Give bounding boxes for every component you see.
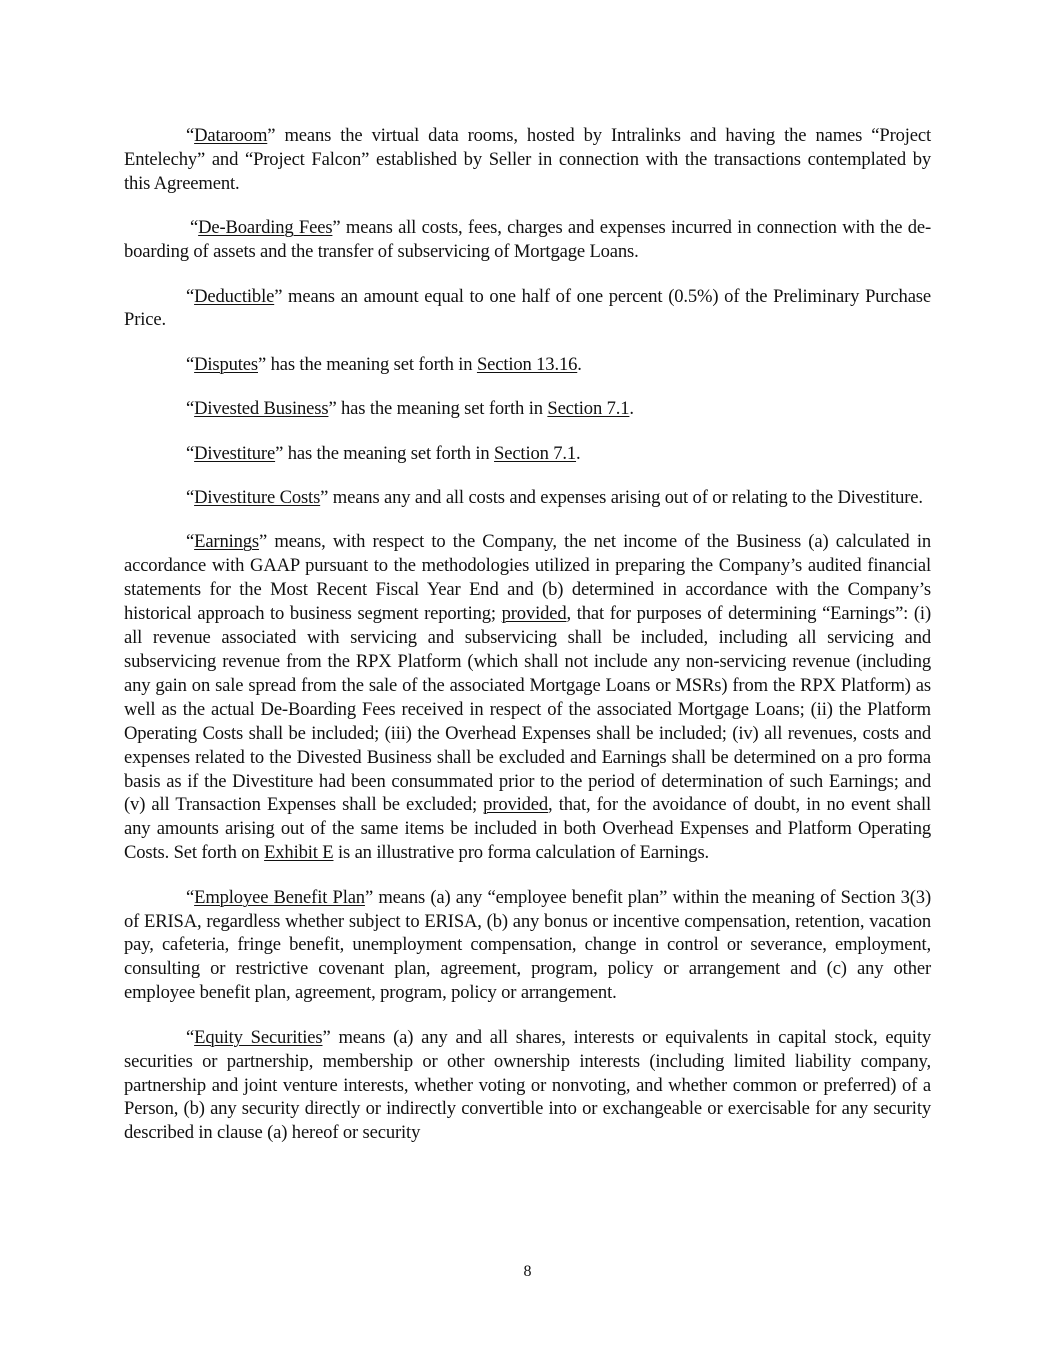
- definition-text: .: [629, 398, 634, 420]
- definition-text: .: [577, 353, 582, 375]
- defined-term: Disputes: [194, 353, 258, 375]
- cross-reference: provided: [483, 794, 549, 816]
- definition-text: ” means (a) any and all shares, interests or equivalents in capital stock, equity securities or partnership, membership or other ownership interests (including limited liability company, partnership and joint venture interests, whether voting or nonvoting, and whether common or preferred) of a Person, (b) any security directly or indirectly convertible into or exchangeable or exercisable for any security described in clause (a) hereof or security: [124, 1026, 931, 1144]
- definition-text: , that for purposes of determining “Earnings”: (i) all revenue associated with servicing and subservicing shall be included, including all servicing and subservicing revenue from the RPX Platform (which shall not include any non-servicing revenue (including any gain on sale spread from the sale of the associated Mortgage Loans or MSRs) from the RPX Platform) as well as the actual De-Boarding Fees received in respect of the associated Mortgage Loans; (ii) the Platform Operating Costs shall be included; (iii) the Overhead Expenses shall be included; (iv) all revenues, costs and expenses related to the Divested Business shall be excluded and Earnings shall be determined on a pro forma basis as if the Divestiture had been consummated prior to the period of determination of such Earnings; and (v) all Transaction Expenses shall be excluded;: [124, 603, 931, 816]
- definition-employee-benefit-plan: “Employee Benefit Plan” means (a) any “employee benefit plan” within the meaning of Section 3(3) of ERISA, regardless whether subject to ERISA, (b) any bonus or incentive compensation, retention, vacation pay, cafeteria, fringe benefit, unemployment compensation, change in control or severance, employment, consulting or restrictive covenant plan, agreement, program, policy or arrangement and (c) any other employee benefit plan, agreement, program, policy or arrangement.: [124, 886, 931, 1004]
- definition-dataroom: “Dataroom” means the virtual data rooms, hosted by Intralinks and having the names “Project Entelechy” and “Project Falcon” established by Seller in connection with the transactions contemplated by this Agreement.: [124, 125, 931, 194]
- definition-text: ” has the meaning set forth in: [258, 353, 477, 375]
- definition-text: is an illustrative pro forma calculation of Earnings.: [333, 842, 710, 864]
- document-page: [124, 124, 931, 1145]
- definition-text: , that, for the avoidance of doubt, in no event shall any amounts arising out of the same items be included in both Overhead Expenses and Platform Operating Costs. Set forth on: [124, 794, 931, 864]
- cross-reference: Section 7.1: [494, 442, 577, 464]
- definition-de-boarding-fees: “De-Boarding Fees” means all costs, fees, charges and expenses incurred in connection with the de-boarding of assets and the transfer of subservicing of Mortgage Loans.: [124, 217, 932, 263]
- definition-divested-business: “Divested Business” has the meaning set forth in Section 7.1.: [186, 398, 634, 420]
- definition-text: ” means (a) any “employee benefit plan” within the meaning of Section 3(3) of ERISA, regardless whether subject to ERISA, (b) any bonus or incentive compensation, retention, vacation pay, cafeteria, fringe benefit, unemployment compensation, change in control or severance, employment, consulting or restrictive covenant plan, agreement, program, policy or arrangement and (c) any other employee benefit plan, agreement, program, policy or arrangement.: [124, 886, 931, 1004]
- definition-earnings: “Earnings” means, with respect to the Company, the net income of the Business (a) calculated in accordance with GAAP pursuant to the methodologies utilized in preparing the Company’s audited financial statements for the Most Recent Fiscal Year End and (b) determined in accordance with the Company’s historical approach to business segment reporting; provided, that for purposes of determining “Earnings”: (i) all revenue associated with servicing and subservicing shall be included, including all servicing and subservicing revenue from the RPX Platform (which shall not include any non-servicing revenue (including any gain on sale spread from the sale of the associated Mortgage Loans or MSRs) from the RPX Platform) as well as the actual De-Boarding Fees received in respect of the associated Mortgage Loans; (ii) the Platform Operating Costs shall be included; (iii) the Overhead Expenses shall be included; (iv) all revenues, costs and expenses related to the Divested Business shall be excluded and Earnings shall be determined on a pro forma basis as if the Divestiture had been consummated prior to the period of determination of such Earnings; and (v) all Transaction Expenses shall be excluded; provided, that, for the avoidance of doubt, in no event shall any amounts arising out of the same items be included in both Overhead Expenses and Platform Operating Costs. Set forth on Exhibit E is an illustrative pro forma calculation of Earnings.: [124, 531, 931, 864]
- defined-term: Employee Benefit Plan: [194, 886, 365, 908]
- defined-term: Deductible: [194, 285, 275, 307]
- definition-text: ” has the meaning set forth in: [328, 398, 548, 420]
- defined-term: Divestiture Costs: [194, 487, 321, 509]
- definition-divestiture-costs: “Divestiture Costs” means any and all costs and expenses arising out of or relating to the Divestiture.: [186, 487, 923, 509]
- defined-term: Dataroom: [194, 125, 268, 146]
- cross-reference: provided: [501, 603, 567, 625]
- definition-text: ” means, with respect to the Company, the net income of the Business (a) calculated in accordance with GAAP pursuant to the methodologies utilized in preparing the Company’s audited financial statements for the Most Recent Fiscal Year End and (b) determined in accordance with the Company’s historical approach to business segment reporting;: [124, 531, 931, 625]
- definition-text: ” means an amount equal to one half of one percent (0.5%) of the Preliminary Purchase Price.: [124, 285, 931, 331]
- definition-text: ” means all costs, fees, charges and expenses incurred in connection with the de-boarding of assets and the transfer of subservicing of Mortgage Loans.: [124, 217, 932, 263]
- page-number: 8: [523, 1263, 532, 1280]
- defined-term: Earnings: [194, 531, 260, 553]
- defined-term: De-Boarding Fees: [198, 217, 333, 239]
- definition-text: ” means any and all costs and expenses arising out of or relating to the Divestiture.: [320, 487, 923, 509]
- definition-text: ” has the meaning set forth in: [275, 442, 495, 464]
- definition-deductible: “Deductible” means an amount equal to one half of one percent (0.5%) of the Preliminary Purchase Price.: [124, 285, 931, 331]
- defined-term: Divestiture: [194, 442, 276, 464]
- defined-term: Equity Securities: [194, 1026, 323, 1048]
- cross-reference: Section 13.16: [476, 353, 578, 375]
- cross-reference: Section 7.1: [547, 398, 630, 420]
- definition-equity-securities: “Equity Securities” means (a) any and all shares, interests or equivalents in capital stock, equity securities or partnership, membership or other ownership interests (including limited liability company, partnership and joint venture interests, whether voting or nonvoting, and whether common or preferred) of a Person, (b) any security directly or indirectly convertible into or exchangeable or exercisable for any security described in clause (a) hereof or security: [124, 1026, 931, 1144]
- definition-disputes: “Disputes” has the meaning set forth in Section 13.16.: [186, 353, 582, 375]
- cross-reference: Exhibit E: [264, 842, 334, 864]
- defined-term: Divested Business: [194, 398, 329, 420]
- definition-text: .: [576, 442, 581, 464]
- definition-divestiture: “Divestiture” has the meaning set forth in Section 7.1.: [186, 442, 581, 464]
- definition-text: ” means the virtual data rooms, hosted by Intralinks and having the names “Project Entelechy” and “Project Falcon” established by Seller in connection with the transactions contemplated by this Agreement.: [124, 125, 931, 194]
